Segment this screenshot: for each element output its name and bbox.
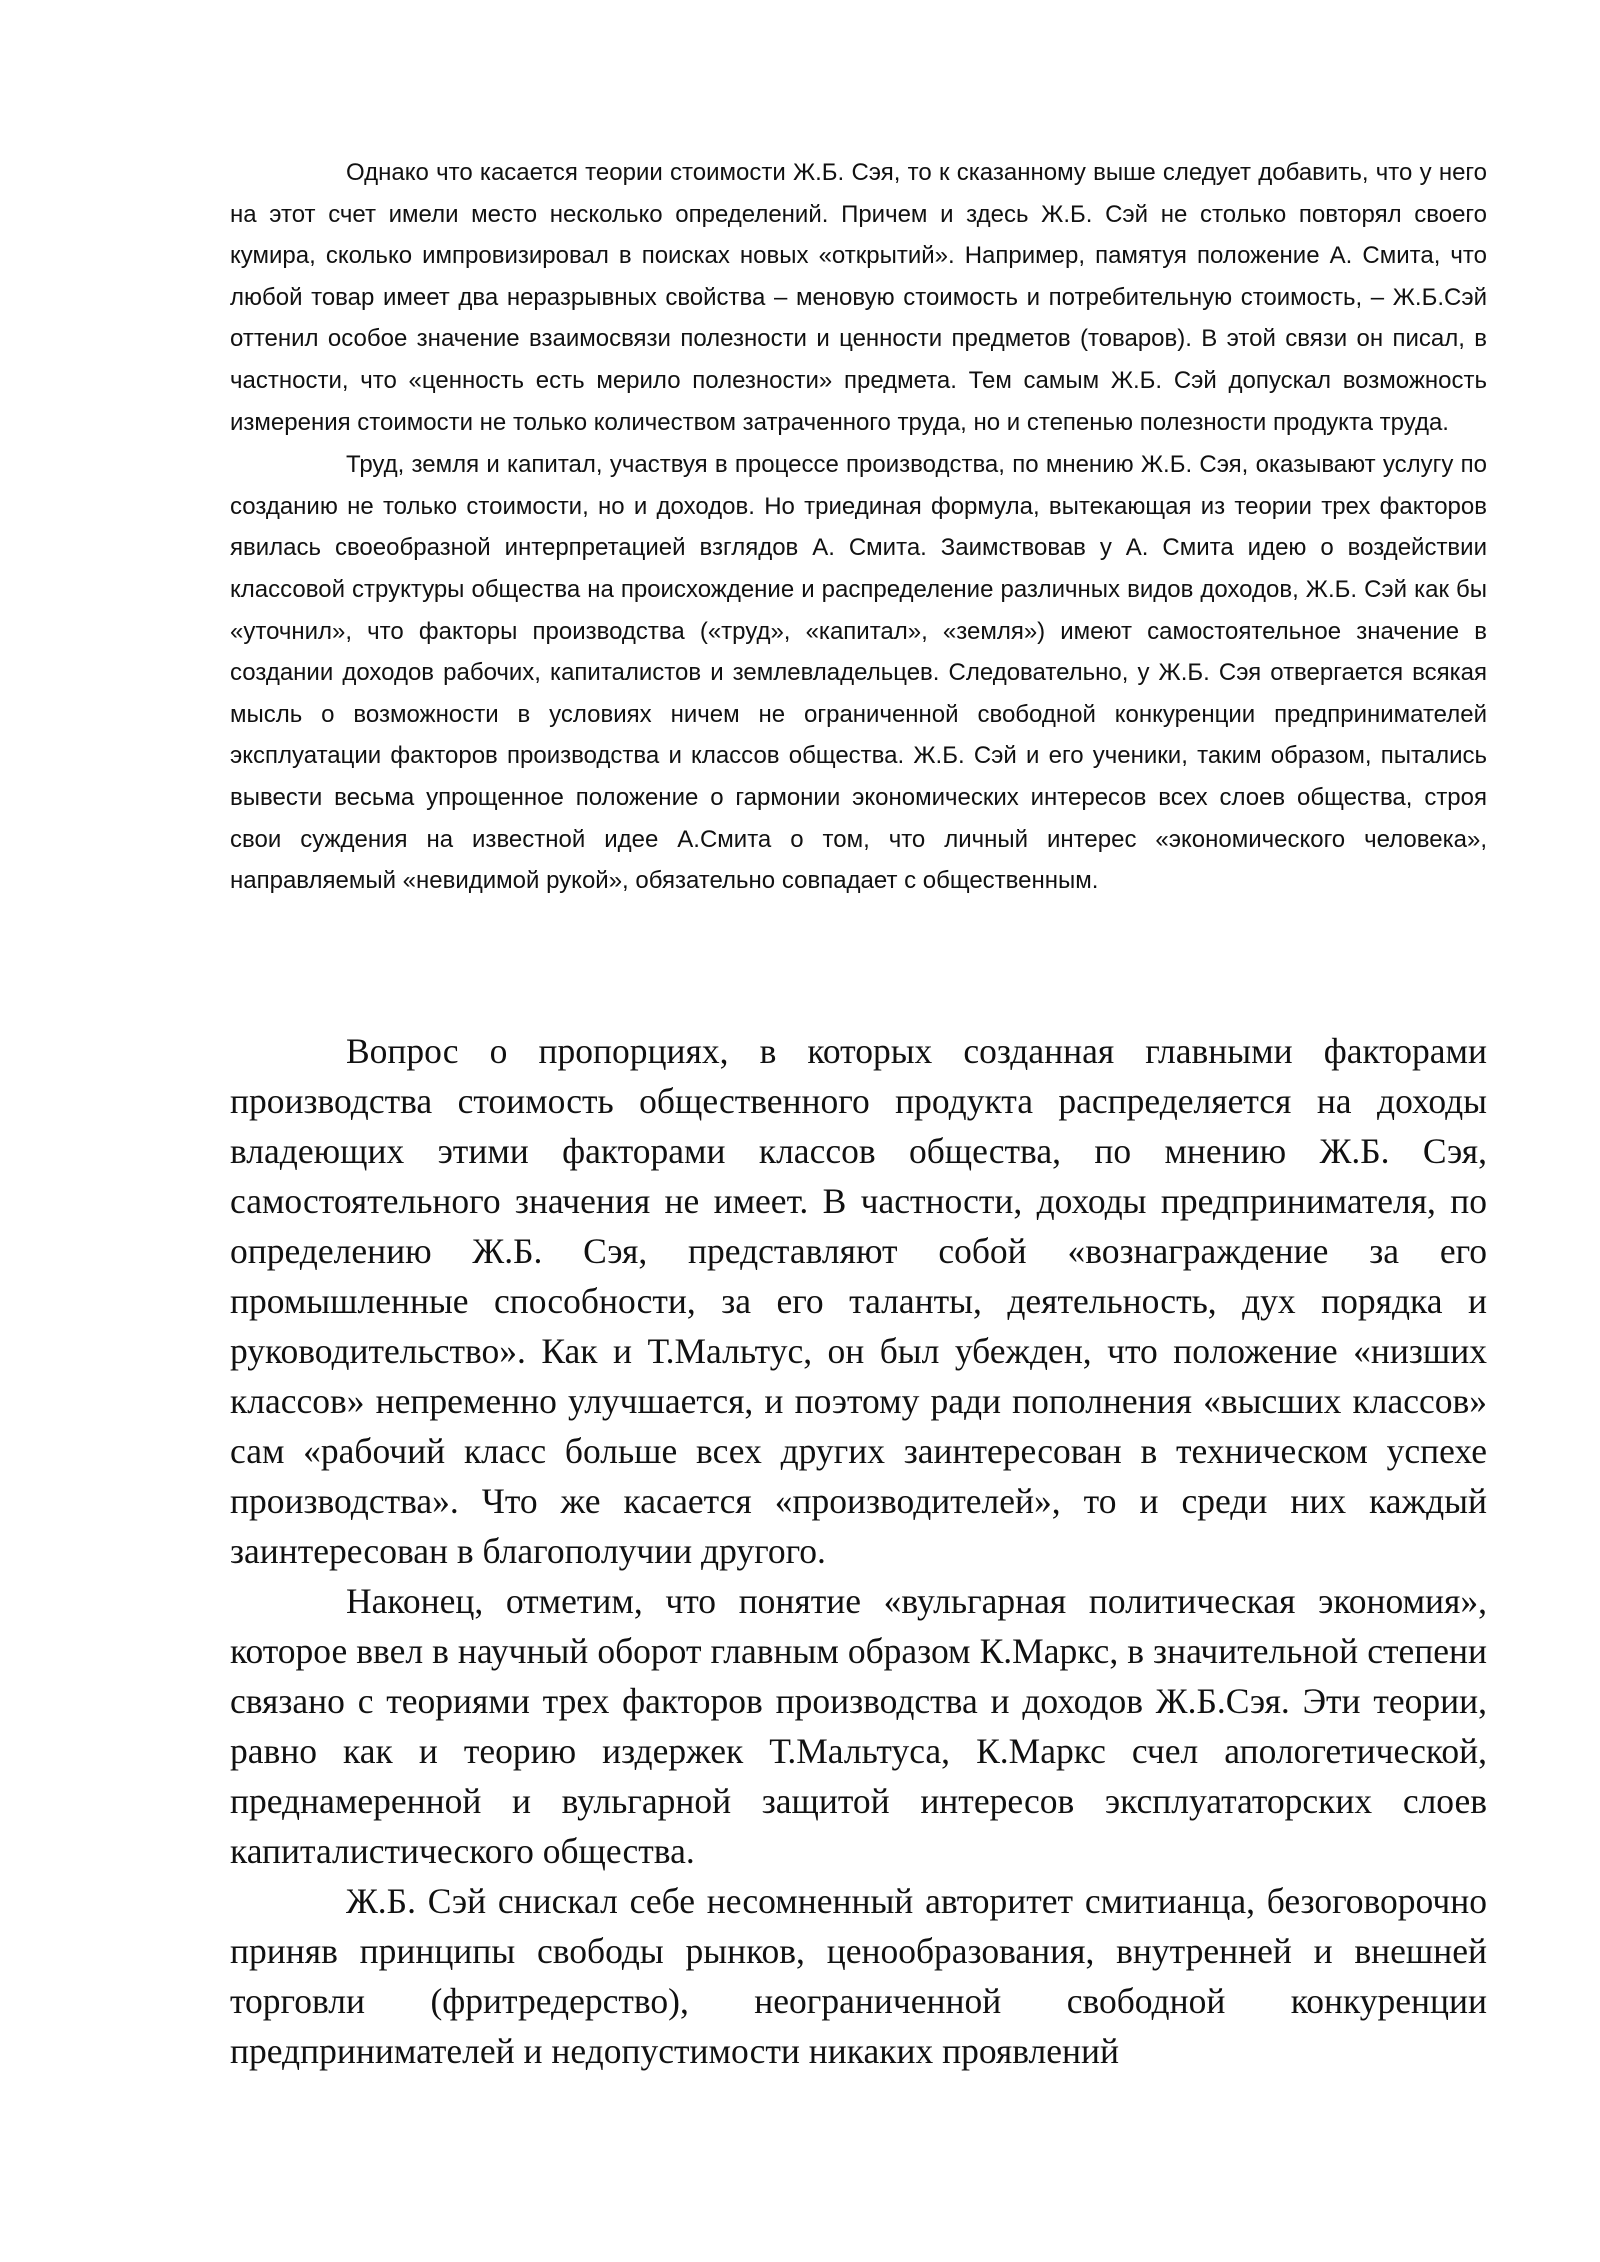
- paragraph-vulgar-economy: Наконец, отметим, что понятие «вульгарная политическая экономия», которое ввел в научный оборот главным образом К.Маркс, в значительной степени связано с теориями трех факторов производства и доходов Ж.Б.Сэя. Эти теории, равно как и теорию издержек Т.Мальтуса, К.Маркс счел апологетической, преднамеренной и вульгарной защитой интересов эксплуататорских слоев капиталистического общества.: [230, 1581, 1487, 1871]
- sans-text-section: [230, 152, 1487, 902]
- serif-text-section: [230, 1026, 1487, 2076]
- paragraph-income-proportions: Вопрос о пропорциях, в которых созданная главными факторами производства стоимость общественного продукта распределяется на доходы владеющих этими факторами классов общества, по мнению Ж.Б. Сэя, самостоятельного значения не имеет. В частности, доходы предпринимателя, по определению Ж.Б. Сэя, представляют собой «вознаграждение за его промышленные способности, за его таланты, деятельность, дух порядка и руководительство». Как и Т.Мальтус, он был убежден, что положение «низших классов» непременно улучшается, и поэтому ради пополнения «высших классов» сам «рабочий класс больше всех других заинтересован в техническом успехе производства». Что же касается «производителей», то и среди них каждый заинтересован в благополучии другого.: [230, 1031, 1487, 1571]
- paragraph-three-factors: Труд, земля и капитал, участвуя в процессе производства, по мнению Ж.Б. Сэя, оказывают услугу по созданию не только стоимости, но и доходов. Но триединая формула, вытекающая из теории трех факторов явилась своеобразной интерпретацией взглядов А. Смита. Заимствовав у А. Смита идею о воздействии классовой структуры общества на происхождение и распределение различных видов доходов, Ж.Б. Сэй как бы «уточнил», что факторы производства («труд», «капитал», «земля») имеют самостоятельное значение в создании доходов рабочих, капиталистов и землевладельцев. Следовательно, у Ж.Б. Сэя отвергается всякая мысль о возможности в условиях ничем не ограниченной свободной конкуренции предпринимателей эксплуатации факторов производства и классов общества. Ж.Б. Сэй и его ученики, таким образом, пытались вывести весьма упрощенное положение о гармонии экономических интересов всех слоев общества, строя свои суждения на известной идее А.Смита о том, что личный интерес «экономического человека», направляемый «невидимой рукой», обязательно совпадает с общественным.: [230, 451, 1487, 895]
- paragraph-say-smithian: Ж.Б. Сэй снискал себе несомненный авторитет смитианца, безоговорочно приняв принципы свободы рынков, ценообразования, внутренней и внешней торговли (фритредерство), неограниченной свободной конкуренции предпринимателей и недопустимости никаких проявлений: [230, 1881, 1487, 2071]
- paragraph-say-value-theory: Однако что касается теории стоимости Ж.Б. Сэя, то к сказанному выше следует добавить, что у него на этот счет имели место несколько определений. Причем и здесь Ж.Б. Сэй не столько повторял своего кумира, сколько импровизировал в поисках новых «открытий». Например, памятуя положение А. Смита, что любой товар имеет два неразрывных свойства – меновую стоимость и потребительную стоимость, – Ж.Б.Сэй оттенил особое значение взаимосвязи полезности и ценности предметов (товаров). В этой связи он писал, в частности, что «ценность есть мерило полезности» предмета. Тем самым Ж.Б. Сэй допускал возможность измерения стоимости не только количеством затраченного труда, но и степенью полезности продукта труда.: [230, 159, 1487, 436]
